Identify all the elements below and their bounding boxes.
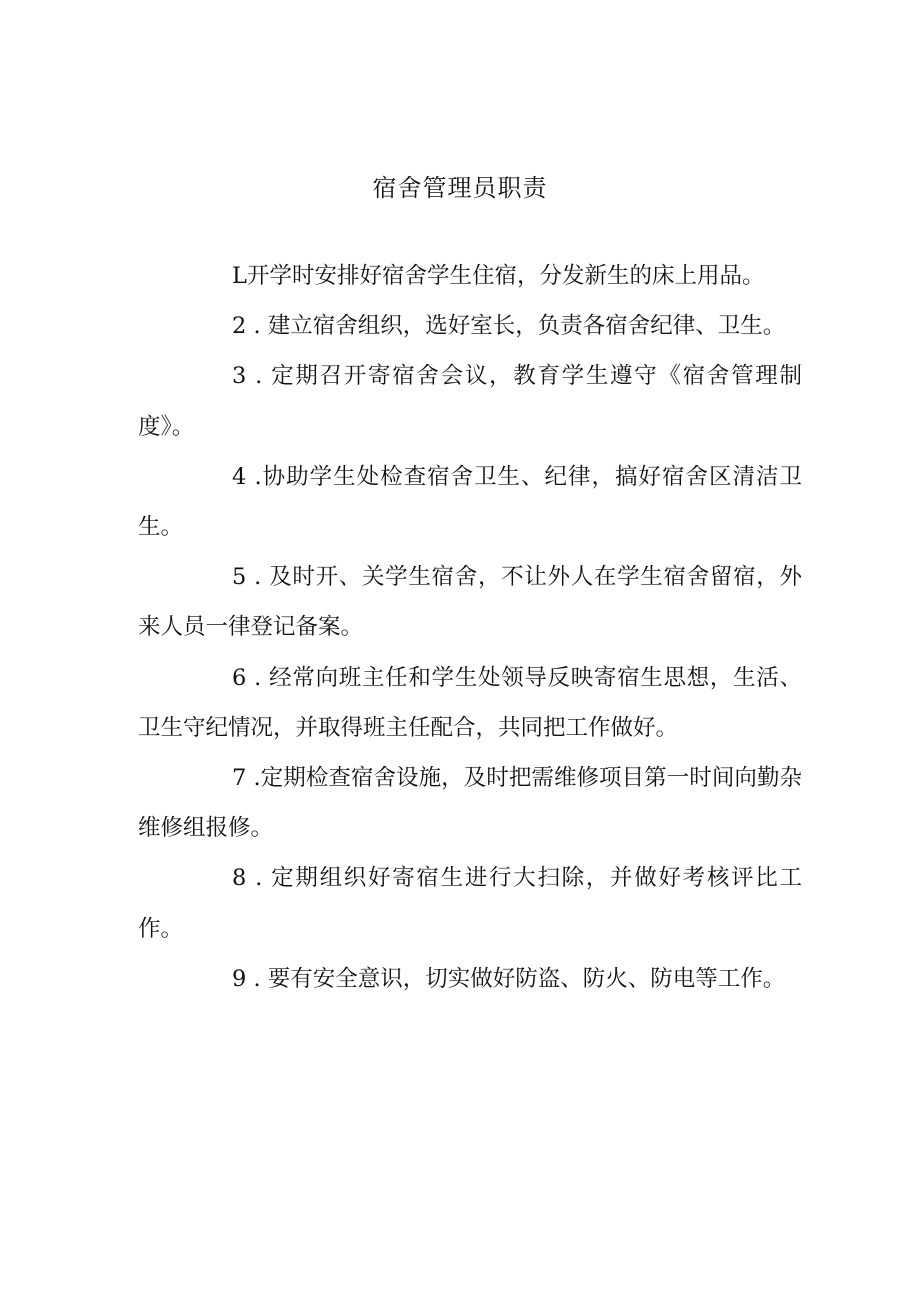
- item-text: . 要有安全意识，切实做好防盗、防火、防电等工作。: [246, 965, 786, 992]
- list-item: [138, 954, 802, 1004]
- item-text: . 经常向班主任和学生处领导反映寄宿生思想，生活、卫生守纪情况，并取得班主任配合，共同把工作做好。: [138, 664, 802, 741]
- item-text: . 定期组织好寄宿生进行大扫除，并做好考核评比工作。: [138, 865, 802, 942]
- item-number: L: [232, 263, 247, 289]
- item-text: .定期检查宿舍设施，及时把需维修项目第一时间向勤杂维修组报修。: [138, 765, 802, 842]
- item-number: 9: [232, 965, 247, 992]
- item-number: 7: [232, 765, 247, 792]
- list-item: [138, 853, 802, 953]
- item-number: 8: [232, 865, 247, 892]
- item-number: 4: [232, 463, 247, 490]
- item-text: .协助学生处检查宿舍卫生、纪律，搞好宿舍区清洁卫生。: [138, 463, 802, 541]
- list-item: [138, 351, 802, 451]
- list-item: [138, 552, 802, 652]
- list-item: [138, 301, 802, 351]
- list-item: [138, 251, 802, 301]
- item-number: 5: [232, 564, 247, 591]
- item-text: 开学时安排好宿舍学生住宿，分发新生的床上用品。: [246, 263, 765, 289]
- item-text: . 定期召开寄宿舍会议，教育学生遵守《宿舍管理制度》。: [138, 363, 802, 440]
- list-item: [138, 452, 802, 552]
- item-number: 2: [232, 313, 247, 340]
- item-number: 6: [232, 664, 247, 691]
- list-item: [138, 753, 802, 853]
- item-number: 3: [232, 363, 247, 390]
- item-text: . 及时开、关学生宿舍，不让外人在学生宿舍留宿，外来人员一律登记备案。: [138, 564, 802, 641]
- document-title: 宿舍管理员职责: [372, 174, 548, 202]
- list-item: [138, 653, 802, 753]
- document-body: [138, 251, 802, 1004]
- item-text: . 建立宿舍组织，选好室长，负责各宿舍纪律、卫生。: [246, 313, 786, 340]
